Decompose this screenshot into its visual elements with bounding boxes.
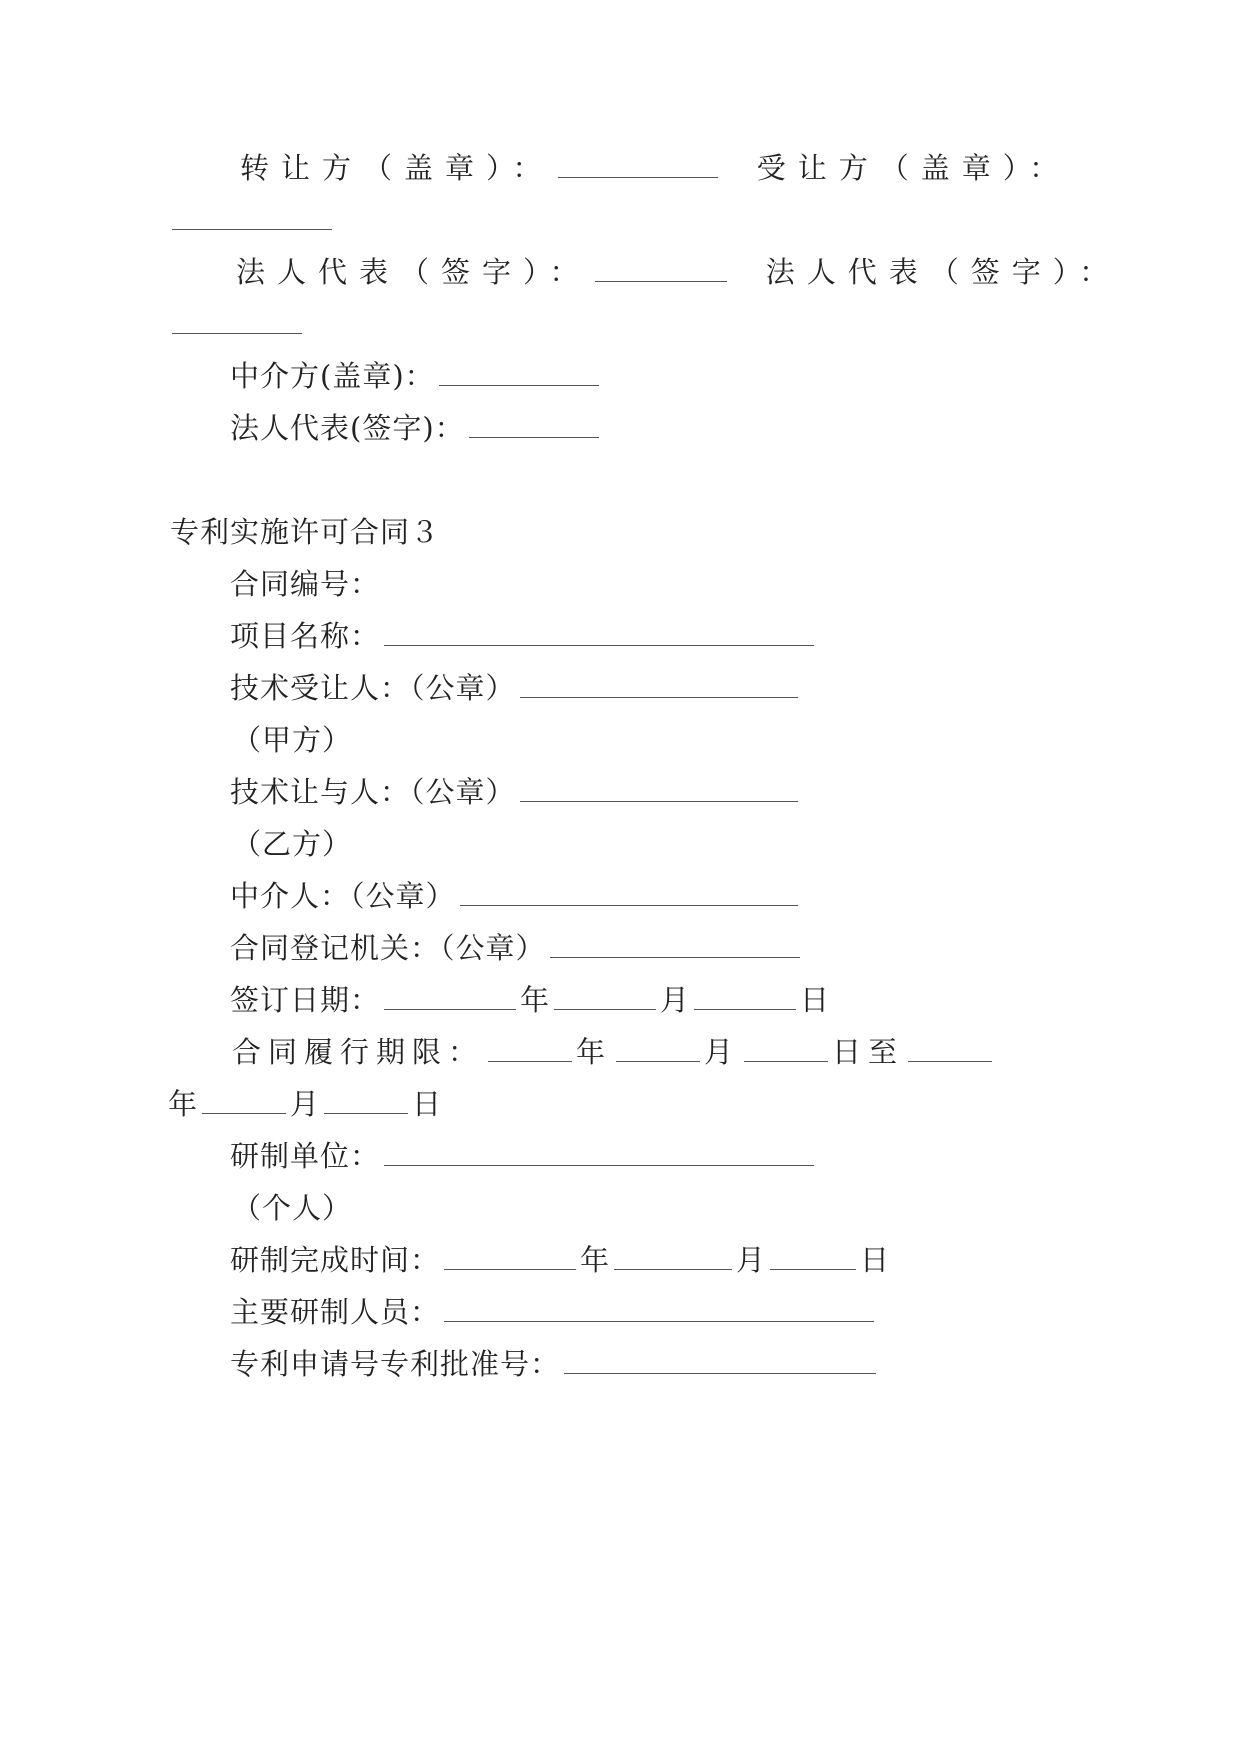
patent-no-label: 专利申请号专利批准号： — [230, 1347, 561, 1381]
intermediary-seal-blank[interactable] — [439, 359, 599, 386]
completion-day-unit: 日 — [860, 1243, 891, 1277]
patent-no-blank[interactable] — [564, 1347, 876, 1374]
individual-note: （个人） — [232, 1191, 353, 1225]
main-staff-blank[interactable] — [444, 1295, 874, 1322]
term-end-day-unit: 日 — [412, 1087, 443, 1121]
licensor-label: 技术让与人：（公章） — [230, 775, 516, 809]
sign-year-blank[interactable] — [384, 983, 516, 1010]
sign-year-unit: 年 — [520, 983, 551, 1017]
sign-day-blank[interactable] — [694, 983, 796, 1010]
developer-line — [230, 1136, 818, 1176]
sign-month-blank[interactable] — [554, 983, 656, 1010]
transferee-blank[interactable] — [172, 203, 332, 230]
sign-day-unit: 日 — [800, 983, 831, 1017]
intermediary-seal-line — [230, 356, 603, 396]
completion-day-blank[interactable] — [770, 1243, 856, 1270]
completion-label: 研制完成时间： — [230, 1243, 441, 1277]
registry-label: 合同登记机关：（公章） — [230, 931, 546, 965]
legal-rep-blank-line — [168, 304, 306, 344]
term-day-to: 日至 — [832, 1035, 905, 1069]
main-staff-line — [230, 1292, 878, 1332]
project-name-line — [230, 616, 818, 656]
main-staff-label: 主要研制人员： — [230, 1295, 441, 1329]
patent-no-line — [230, 1344, 880, 1384]
transferor-label: 转让方（盖章）： — [240, 151, 554, 185]
contract-number-label: 合同编号： — [230, 567, 381, 601]
intermediary-rep-line — [230, 408, 603, 448]
term-start-month-blank[interactable] — [616, 1035, 700, 1062]
registry-line — [230, 928, 804, 968]
developer-label: 研制单位： — [230, 1139, 381, 1173]
sign-date-label: 签订日期： — [230, 983, 381, 1017]
transferor-blank[interactable] — [558, 151, 718, 178]
legal-rep-blank-2[interactable] — [172, 307, 302, 334]
licensor-blank[interactable] — [520, 775, 798, 802]
licensee-line — [230, 668, 802, 708]
licensor-line — [230, 772, 802, 812]
completion-year-blank[interactable] — [444, 1243, 576, 1270]
completion-month-unit: 月 — [736, 1243, 767, 1277]
intermediary-rep-blank[interactable] — [469, 411, 599, 438]
term-start-year-blank[interactable] — [488, 1035, 572, 1062]
intermediary-blank[interactable] — [460, 879, 798, 906]
contract-number-line — [230, 564, 380, 604]
legal-rep-label-1: 法人代表（签字）： — [236, 255, 591, 289]
transferee-blank-line — [168, 200, 336, 240]
legal-rep-sign-line — [236, 252, 1120, 292]
sign-date-line — [230, 980, 830, 1020]
party-a: （甲方） — [232, 723, 353, 757]
project-name-blank[interactable] — [384, 619, 814, 646]
completion-line — [230, 1240, 890, 1280]
term-end-year-blank[interactable] — [908, 1035, 992, 1062]
completion-year-unit: 年 — [580, 1243, 611, 1277]
legal-rep-label-2: 法人代表（签字）： — [765, 255, 1121, 289]
term-end-month-blank[interactable] — [202, 1087, 286, 1114]
transferee-label: 受让方（盖章）： — [756, 151, 1071, 185]
completion-month-blank[interactable] — [614, 1243, 732, 1270]
project-name-label: 项目名称： — [230, 619, 381, 653]
term-end-day-blank[interactable] — [324, 1087, 408, 1114]
intermediary-line — [230, 876, 802, 916]
transferor-seal-line — [240, 148, 1070, 188]
term-line-cont — [168, 1084, 442, 1124]
intermediary-rep-label: 法人代表(签字)： — [230, 411, 465, 445]
registry-blank[interactable] — [550, 931, 800, 958]
term-end-year-unit: 年 — [168, 1087, 199, 1121]
licensee-blank[interactable] — [520, 671, 798, 698]
licensee-label: 技术受让人：（公章） — [230, 671, 516, 705]
term-line — [232, 1032, 996, 1072]
term-label: 合同履行期限： — [232, 1035, 485, 1069]
intermediary-label: 中介人：（公章） — [230, 879, 456, 913]
sign-month-unit: 月 — [660, 983, 691, 1017]
term-end-month-unit: 月 — [290, 1087, 321, 1121]
legal-rep-blank-1[interactable] — [595, 255, 727, 282]
developer-blank[interactable] — [384, 1139, 814, 1166]
party-b: （乙方） — [232, 827, 353, 861]
intermediary-seal-label: 中介方(盖章)： — [230, 359, 435, 393]
term-start-year-unit: 年 — [576, 1035, 613, 1069]
contract-title: 专利实施许可合同３ — [170, 515, 441, 549]
term-start-month-unit: 月 — [704, 1035, 741, 1069]
term-start-day-blank[interactable] — [744, 1035, 828, 1062]
